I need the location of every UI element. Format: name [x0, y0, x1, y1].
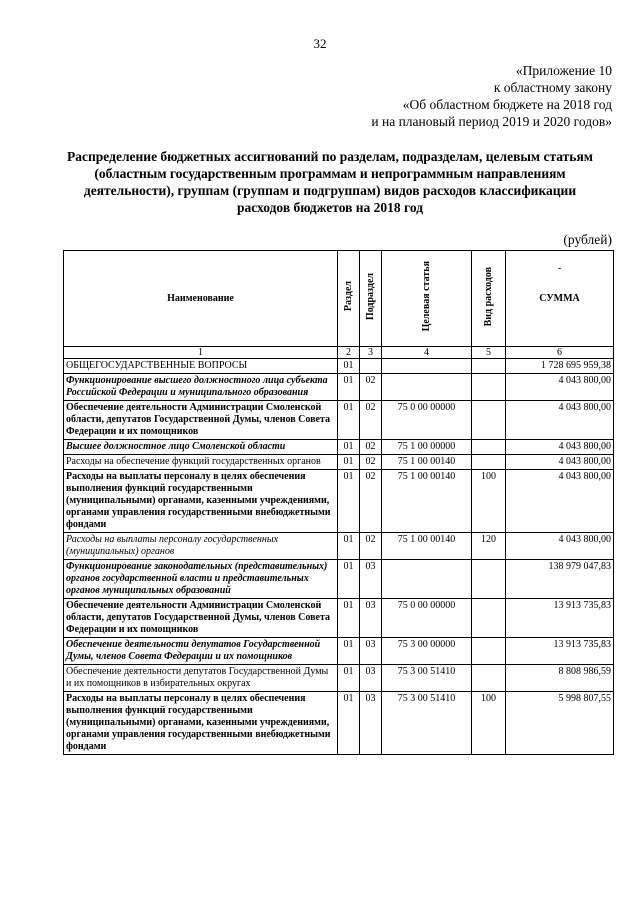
- cell-target: 75 1 00 00000: [382, 440, 472, 455]
- cell-expense-type: 100: [472, 470, 506, 533]
- cell-sum: 4 043 800,00: [506, 533, 614, 560]
- header-sum: [506, 251, 614, 347]
- cell-name: Расходы на выплаты персоналу в целях обеспечения выполнения функций государственными (муниципальными) органами, казенными учреждениями, органами управления государственными внебюджетными фондами: [64, 692, 338, 755]
- cell-target: 75 0 00 00000: [382, 599, 472, 638]
- header-subsection: Подраздел: [360, 251, 382, 347]
- header-sum-label: СУММА: [539, 292, 580, 304]
- cell-sum: 5 998 807,55: [506, 692, 614, 755]
- appendix-header: [282, 62, 612, 130]
- cell-section: 01: [338, 599, 360, 638]
- cell-name: Обеспечение деятельности Администрации Смоленской области, депутатов Государственной Думы, членов Совета Федерации и их помощников: [64, 599, 338, 638]
- table-row: [64, 359, 614, 374]
- budget-table: [63, 250, 614, 755]
- table-row: [64, 665, 614, 692]
- cell-name: Обеспечение деятельности депутатов Государственной Думы, членов Совета Федерации и их помощников: [64, 638, 338, 665]
- cell-name: Функционирование высшего должностного лица субъекта Российской Федерации и муниципального образования: [64, 374, 338, 401]
- header-name: Наименование: [64, 251, 338, 347]
- cell-subsection: 03: [360, 638, 382, 665]
- cell-subsection: 02: [360, 374, 382, 401]
- cell-name: Обеспечение деятельности Администрации Смоленской области, депутатов Государственной Думы, членов Совета Федерации и их помощников: [64, 401, 338, 440]
- column-number: 3: [360, 347, 382, 359]
- cell-name: Расходы на выплаты персоналу в целях обеспечения выполнения функций государственными (муниципальными) органами, казенными учреждениями, органами управления государственными внебюджетными фондами: [64, 470, 338, 533]
- column-number-row: [64, 347, 614, 359]
- cell-section: 01: [338, 665, 360, 692]
- cell-subsection: 03: [360, 560, 382, 599]
- cell-expense-type: [472, 401, 506, 440]
- cell-sum: 1 728 695 959,38: [506, 359, 614, 374]
- cell-expense-type: [472, 638, 506, 665]
- cell-subsection: 03: [360, 692, 382, 755]
- appendix-line-3: «Об областном бюджете на 2018 год: [402, 97, 612, 112]
- cell-subsection: 02: [360, 455, 382, 470]
- cell-name: Расходы на обеспечение функций государственных органов: [64, 455, 338, 470]
- appendix-line-4: и на плановый период 2019 и 2020 годов»: [371, 114, 612, 129]
- table-row: [64, 599, 614, 638]
- header-target: Целевая статья: [382, 251, 472, 347]
- table-row: [64, 440, 614, 455]
- table-row: [64, 374, 614, 401]
- cell-expense-type: [472, 374, 506, 401]
- appendix-line-2: к областному закону: [493, 80, 612, 95]
- cell-section: 01: [338, 440, 360, 455]
- page-number: 32: [313, 36, 327, 51]
- table-row: [64, 638, 614, 665]
- cell-subsection: 02: [360, 533, 382, 560]
- cell-target: 75 3 00 51410: [382, 692, 472, 755]
- cell-subsection: 02: [360, 440, 382, 455]
- table-row: [64, 401, 614, 440]
- cell-section: 01: [338, 470, 360, 533]
- cell-section: 01: [338, 401, 360, 440]
- cell-section: 01: [338, 692, 360, 755]
- cell-target: [382, 560, 472, 599]
- cell-name: ОБЩЕГОСУДАРСТВЕННЫЕ ВОПРОСЫ: [64, 359, 338, 374]
- cell-name: Высшее должностное лицо Смоленской области: [64, 440, 338, 455]
- cell-expense-type: [472, 560, 506, 599]
- cell-section: 01: [338, 638, 360, 665]
- column-number: 2: [338, 347, 360, 359]
- table-row: [64, 533, 614, 560]
- cell-sum: 4 043 800,00: [506, 440, 614, 455]
- column-number: 6: [506, 347, 614, 359]
- table-row: [64, 560, 614, 599]
- cell-sum: 13 913 735,83: [506, 638, 614, 665]
- cell-expense-type: [472, 359, 506, 374]
- header-sum-mark: -: [557, 263, 562, 274]
- currency-note: (рублей): [563, 232, 612, 247]
- cell-target: 75 1 00 00140: [382, 470, 472, 533]
- table-header-row: [64, 251, 614, 347]
- column-number: 5: [472, 347, 506, 359]
- cell-target: 75 0 00 00000: [382, 401, 472, 440]
- cell-name: Обеспечение деятельности депутатов Государственной Думы и их помощников в избирательных округах: [64, 665, 338, 692]
- cell-subsection: [360, 359, 382, 374]
- cell-sum: 138 979 047,83: [506, 560, 614, 599]
- cell-subsection: 03: [360, 599, 382, 638]
- cell-expense-type: [472, 455, 506, 470]
- cell-target: [382, 359, 472, 374]
- cell-target: [382, 374, 472, 401]
- cell-expense-type: [472, 599, 506, 638]
- cell-target: 75 3 00 00000: [382, 638, 472, 665]
- cell-sum: 13 913 735,83: [506, 599, 614, 638]
- cell-subsection: 02: [360, 401, 382, 440]
- cell-subsection: 03: [360, 665, 382, 692]
- document-title: Распределение бюджетных ассигнований по разделам, подразделам, целевым статьям (областным государственным программам и непрограммным направлениям деятельности), группам (группам и подгруппам) видов расходов классификации расходов бюджетов на 2018 год: [67, 149, 593, 215]
- table-row: [64, 470, 614, 533]
- column-number: 1: [64, 347, 338, 359]
- cell-expense-type: [472, 665, 506, 692]
- cell-section: 01: [338, 455, 360, 470]
- cell-section: 01: [338, 533, 360, 560]
- cell-target: 75 3 00 51410: [382, 665, 472, 692]
- cell-section: 01: [338, 560, 360, 599]
- table-row: [64, 692, 614, 755]
- cell-sum: 4 043 800,00: [506, 374, 614, 401]
- cell-expense-type: 120: [472, 533, 506, 560]
- cell-section: 01: [338, 374, 360, 401]
- cell-name: Функционирование законодательных (представительных) органов государственной власти и представительных органов муниципальных образований: [64, 560, 338, 599]
- cell-expense-type: 100: [472, 692, 506, 755]
- cell-subsection: 02: [360, 470, 382, 533]
- cell-sum: 8 808 986,59: [506, 665, 614, 692]
- header-section: Раздел: [338, 251, 360, 347]
- cell-target: 75 1 00 00140: [382, 533, 472, 560]
- cell-target: 75 1 00 00140: [382, 455, 472, 470]
- table-row: [64, 455, 614, 470]
- cell-sum: 4 043 800,00: [506, 401, 614, 440]
- cell-section: 01: [338, 359, 360, 374]
- table-body: [64, 359, 614, 755]
- cell-sum: 4 043 800,00: [506, 455, 614, 470]
- header-expense-type: Вид расходов: [472, 251, 506, 347]
- cell-expense-type: [472, 440, 506, 455]
- cell-name: Расходы на выплаты персоналу государственных (муниципальных) органов: [64, 533, 338, 560]
- column-number: 4: [382, 347, 472, 359]
- appendix-line-1: «Приложение 10: [515, 63, 612, 78]
- cell-sum: 4 043 800,00: [506, 470, 614, 533]
